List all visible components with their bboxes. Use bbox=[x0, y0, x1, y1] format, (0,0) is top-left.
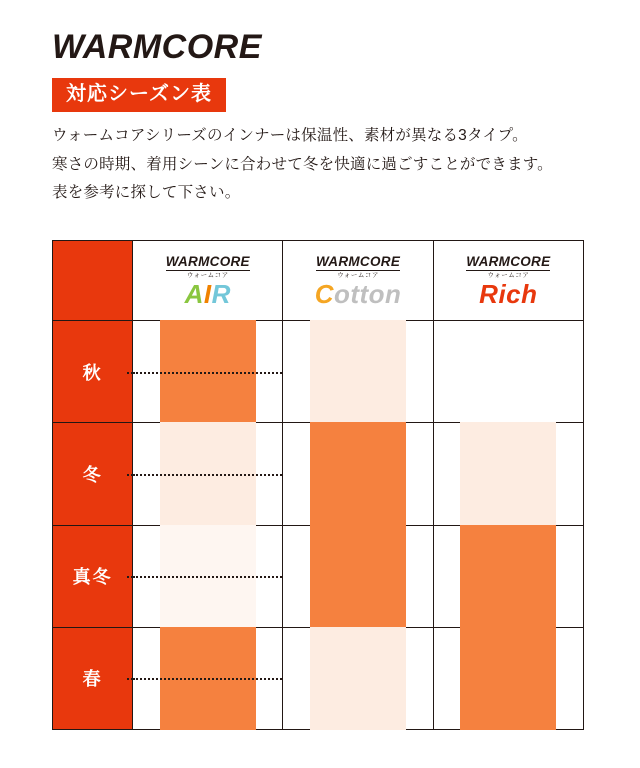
product-kana-rich: ウォームコア bbox=[487, 272, 530, 280]
lead-line-1: ウォームコアシリーズのインナーは保温性、素材が異なる3タイプ。 bbox=[52, 127, 528, 144]
season-label-autumn: 秋 bbox=[53, 321, 133, 423]
table-header-row bbox=[53, 241, 584, 321]
season-table-wrapper bbox=[52, 240, 584, 730]
lead-line-2: 寒さの時期、着用シーンに合わせて冬を快適に過ごすことができます。 bbox=[52, 155, 553, 173]
table-row bbox=[53, 423, 584, 525]
cell-spring-cotton bbox=[283, 627, 433, 729]
table-corner-cell bbox=[53, 241, 133, 321]
bar-spring-cotton bbox=[310, 627, 406, 730]
row-guide-line-winter bbox=[133, 474, 282, 476]
product-wordmark-cotton: WARMCORE bbox=[316, 254, 400, 272]
bar-autumn-cotton bbox=[310, 320, 406, 423]
cell-winter-air bbox=[133, 423, 283, 525]
lead-line-3: 表を参考に探して下さい。 bbox=[52, 184, 241, 202]
bar-autumn-rich bbox=[460, 320, 556, 423]
bar-winter-rich bbox=[460, 422, 556, 525]
table-row bbox=[53, 525, 584, 627]
cell-midwinter-cotton bbox=[283, 525, 433, 627]
product-wordmark-air: WARMCORE bbox=[166, 254, 250, 272]
product-kana-air: ウォームコア bbox=[186, 272, 229, 280]
season-table bbox=[52, 240, 584, 730]
column-header-cotton bbox=[283, 241, 433, 321]
brand-title: WARMCORE bbox=[52, 28, 262, 66]
row-guide-line-midwinter bbox=[133, 576, 282, 578]
cell-autumn-rich bbox=[433, 321, 583, 423]
product-kana-cotton: ウォームコア bbox=[337, 272, 379, 280]
season-label-midwinter: 真冬 bbox=[53, 525, 133, 627]
product-wordmark-rich: WARMCORE bbox=[466, 254, 550, 272]
table-row bbox=[53, 627, 584, 729]
bar-midwinter-rich bbox=[460, 525, 556, 628]
cell-spring-air bbox=[133, 627, 283, 729]
column-header-rich bbox=[433, 241, 583, 321]
row-guide-line-spring bbox=[133, 678, 282, 680]
lead-paragraph bbox=[52, 122, 632, 208]
cell-spring-rich bbox=[433, 627, 583, 729]
product-name-rich: Rich bbox=[479, 278, 538, 309]
cell-midwinter-air bbox=[133, 525, 283, 627]
cell-autumn-cotton bbox=[283, 321, 433, 423]
season-label-winter: 冬 bbox=[53, 423, 133, 525]
cell-winter-cotton bbox=[283, 423, 433, 525]
product-name-cotton: Cotton bbox=[314, 278, 402, 309]
season-chart-badge: 対応シーズン表 bbox=[52, 78, 226, 112]
bar-midwinter-cotton bbox=[310, 525, 406, 628]
product-name-air: AIR bbox=[184, 278, 231, 309]
cell-autumn-air bbox=[133, 321, 283, 423]
table-row bbox=[53, 321, 584, 423]
bar-winter-cotton bbox=[310, 422, 406, 525]
bar-spring-rich bbox=[460, 627, 556, 730]
cell-winter-rich bbox=[433, 423, 583, 525]
row-guide-line-autumn bbox=[133, 372, 282, 374]
column-header-air bbox=[133, 241, 283, 321]
cell-midwinter-rich bbox=[433, 525, 583, 627]
season-label-spring: 春 bbox=[53, 627, 133, 729]
